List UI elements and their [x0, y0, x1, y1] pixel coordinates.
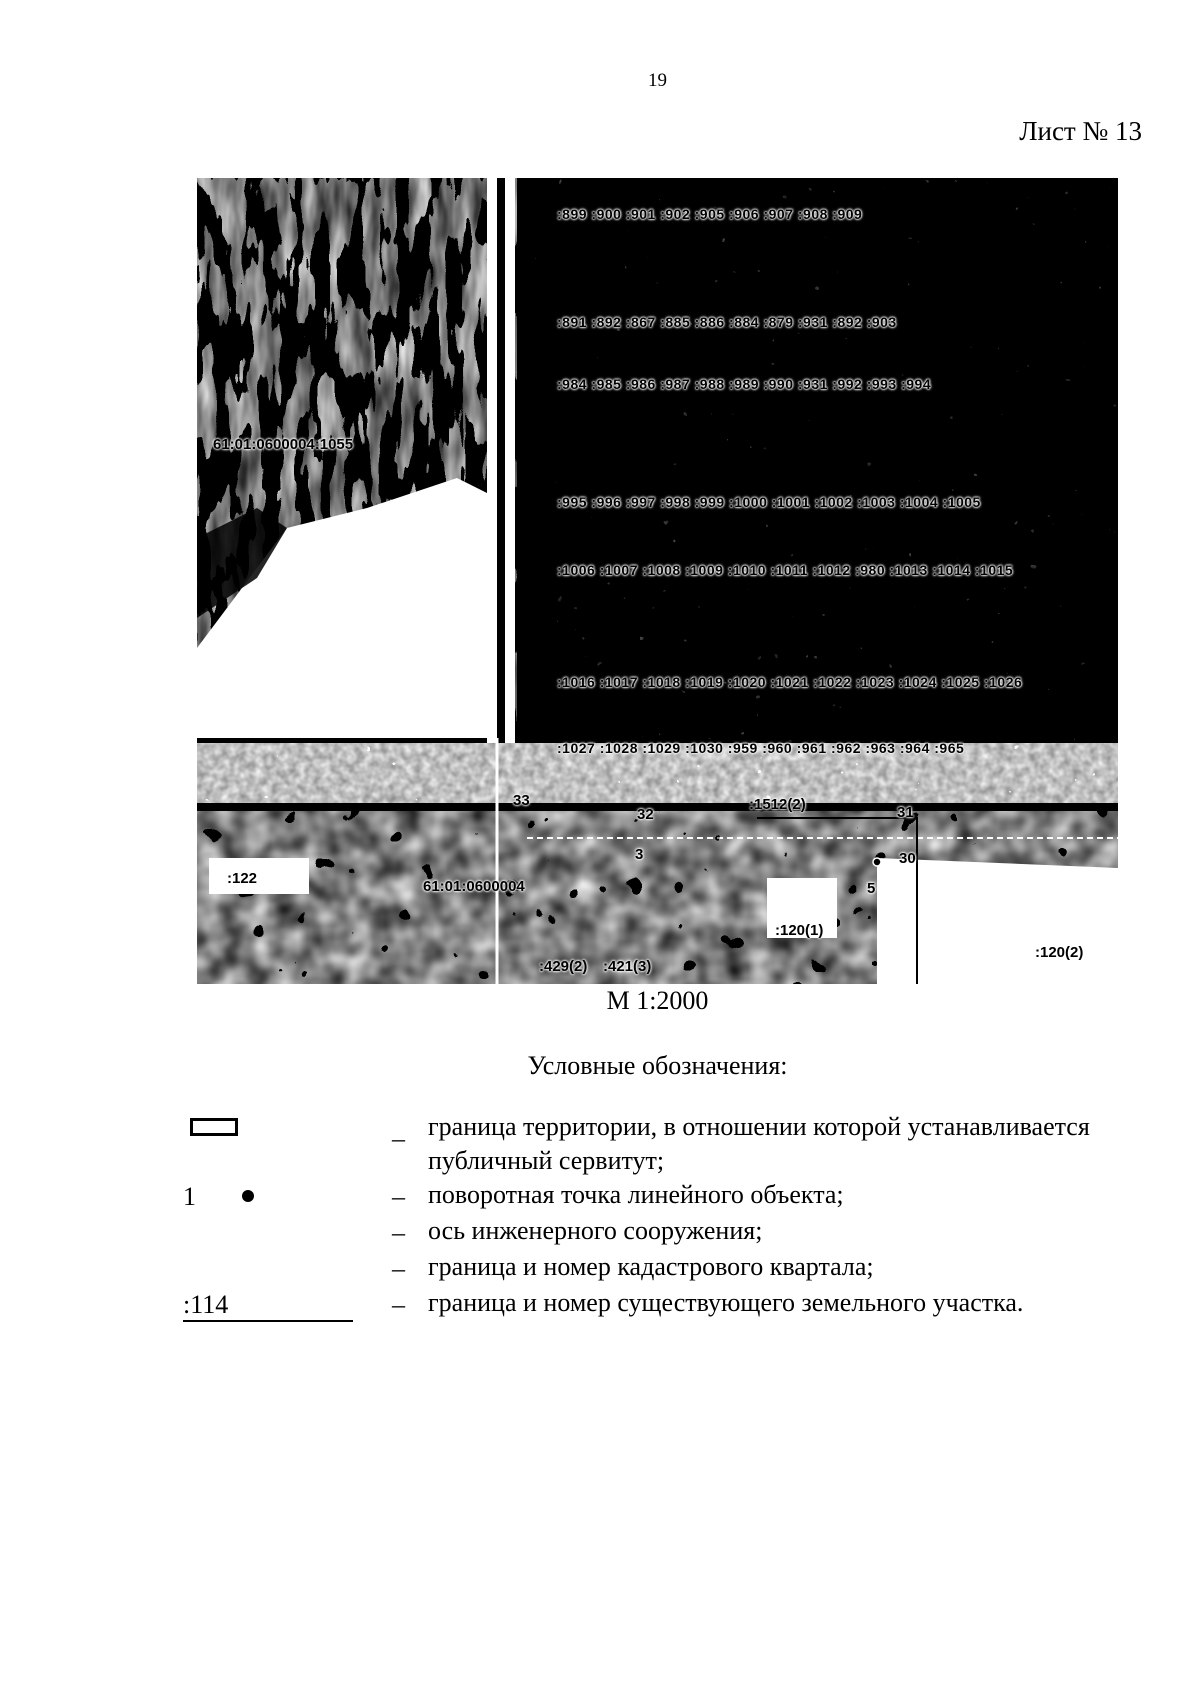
parcel-number-symbol: :114	[183, 1290, 353, 1322]
legend-text: ось инженерного сооружения;	[428, 1216, 763, 1245]
legend-dash: –	[392, 1290, 405, 1319]
point-label: 32	[637, 806, 654, 823]
point-label: 5	[867, 880, 876, 897]
cadastral-map	[197, 178, 1118, 984]
plot-row-label: :984 :985 :986 :987 :988 :989 :990 :931 :992 :993 :994	[557, 376, 932, 392]
legend-dash: –	[392, 1218, 405, 1247]
parcel-120-2	[877, 858, 1118, 984]
legend-text: граница территории, в отношении которой устанавливается публичный сервитут;	[428, 1112, 1090, 1175]
plot-row-label: :995 :996 :997 :998 :999 :1000 :1001 :1002 :1003 :1004 :1005	[557, 494, 981, 510]
parcel-label: :429(2)	[539, 958, 588, 975]
parcel-label: :120(2)	[1035, 944, 1084, 961]
map-scale: М 1:2000	[606, 986, 709, 1015]
legend-text: граница и номер существующего земельного участка.	[428, 1288, 1024, 1317]
legend-text: граница и номер кадастрового квартала;	[428, 1252, 874, 1281]
legend-title: Условные обозначения:	[527, 1051, 788, 1080]
legend-dash: –	[392, 1254, 405, 1283]
plot-row-label: :899 :900 :901 :902 :905 :906 :907 :908 :909	[557, 206, 863, 222]
parcel-label: :120(1)	[775, 922, 824, 939]
plot-speckle	[535, 178, 1118, 808]
road-divider	[497, 178, 505, 808]
parcel-label: 61:01:0600004	[423, 878, 525, 895]
plot-row-label: :1027 :1028 :1029 :1030 :959 :960 :961 :962 :963 :964 :965	[557, 740, 965, 756]
sheet-label: Лист № 13	[1019, 116, 1142, 146]
legend-text: поворотная точка линейного объекта;	[428, 1180, 844, 1209]
page-number: 19	[648, 70, 667, 91]
point-label: 33	[513, 792, 530, 809]
map-graphics	[197, 178, 1118, 984]
parcel-label: :1512(2)	[749, 796, 806, 813]
parcel-122	[209, 858, 309, 894]
parcel-label: :421(3)	[603, 958, 652, 975]
boundary-rectangle-symbol	[190, 1118, 238, 1136]
plot-row-label: :1016 :1017 :1018 :1019 :1020 :1021 :1022 :1023 :1024 :1025 :1026	[557, 674, 1023, 690]
settlement-edge	[197, 803, 1118, 811]
parcel-label: :122	[227, 870, 258, 887]
point-number-symbol: 1	[183, 1182, 196, 1211]
plot-row-label: :891 :892 :867 :885 :886 :884 :879 :931 :892 :903	[557, 314, 897, 330]
parcel-label-main: 61:01:0600004:1055	[213, 436, 354, 453]
legend-dash: –	[392, 1182, 405, 1211]
point-label: 31	[897, 804, 914, 821]
point-label: 30	[899, 850, 916, 867]
point-dot-symbol	[242, 1190, 254, 1202]
plot-row-label: :1006 :1007 :1008 :1009 :1010 :1011 :1012 :980 :1013 :1014 :1015	[557, 562, 1014, 578]
point-label: 3	[635, 846, 644, 863]
legend-dash: –	[392, 1124, 405, 1153]
turning-point	[873, 858, 881, 866]
